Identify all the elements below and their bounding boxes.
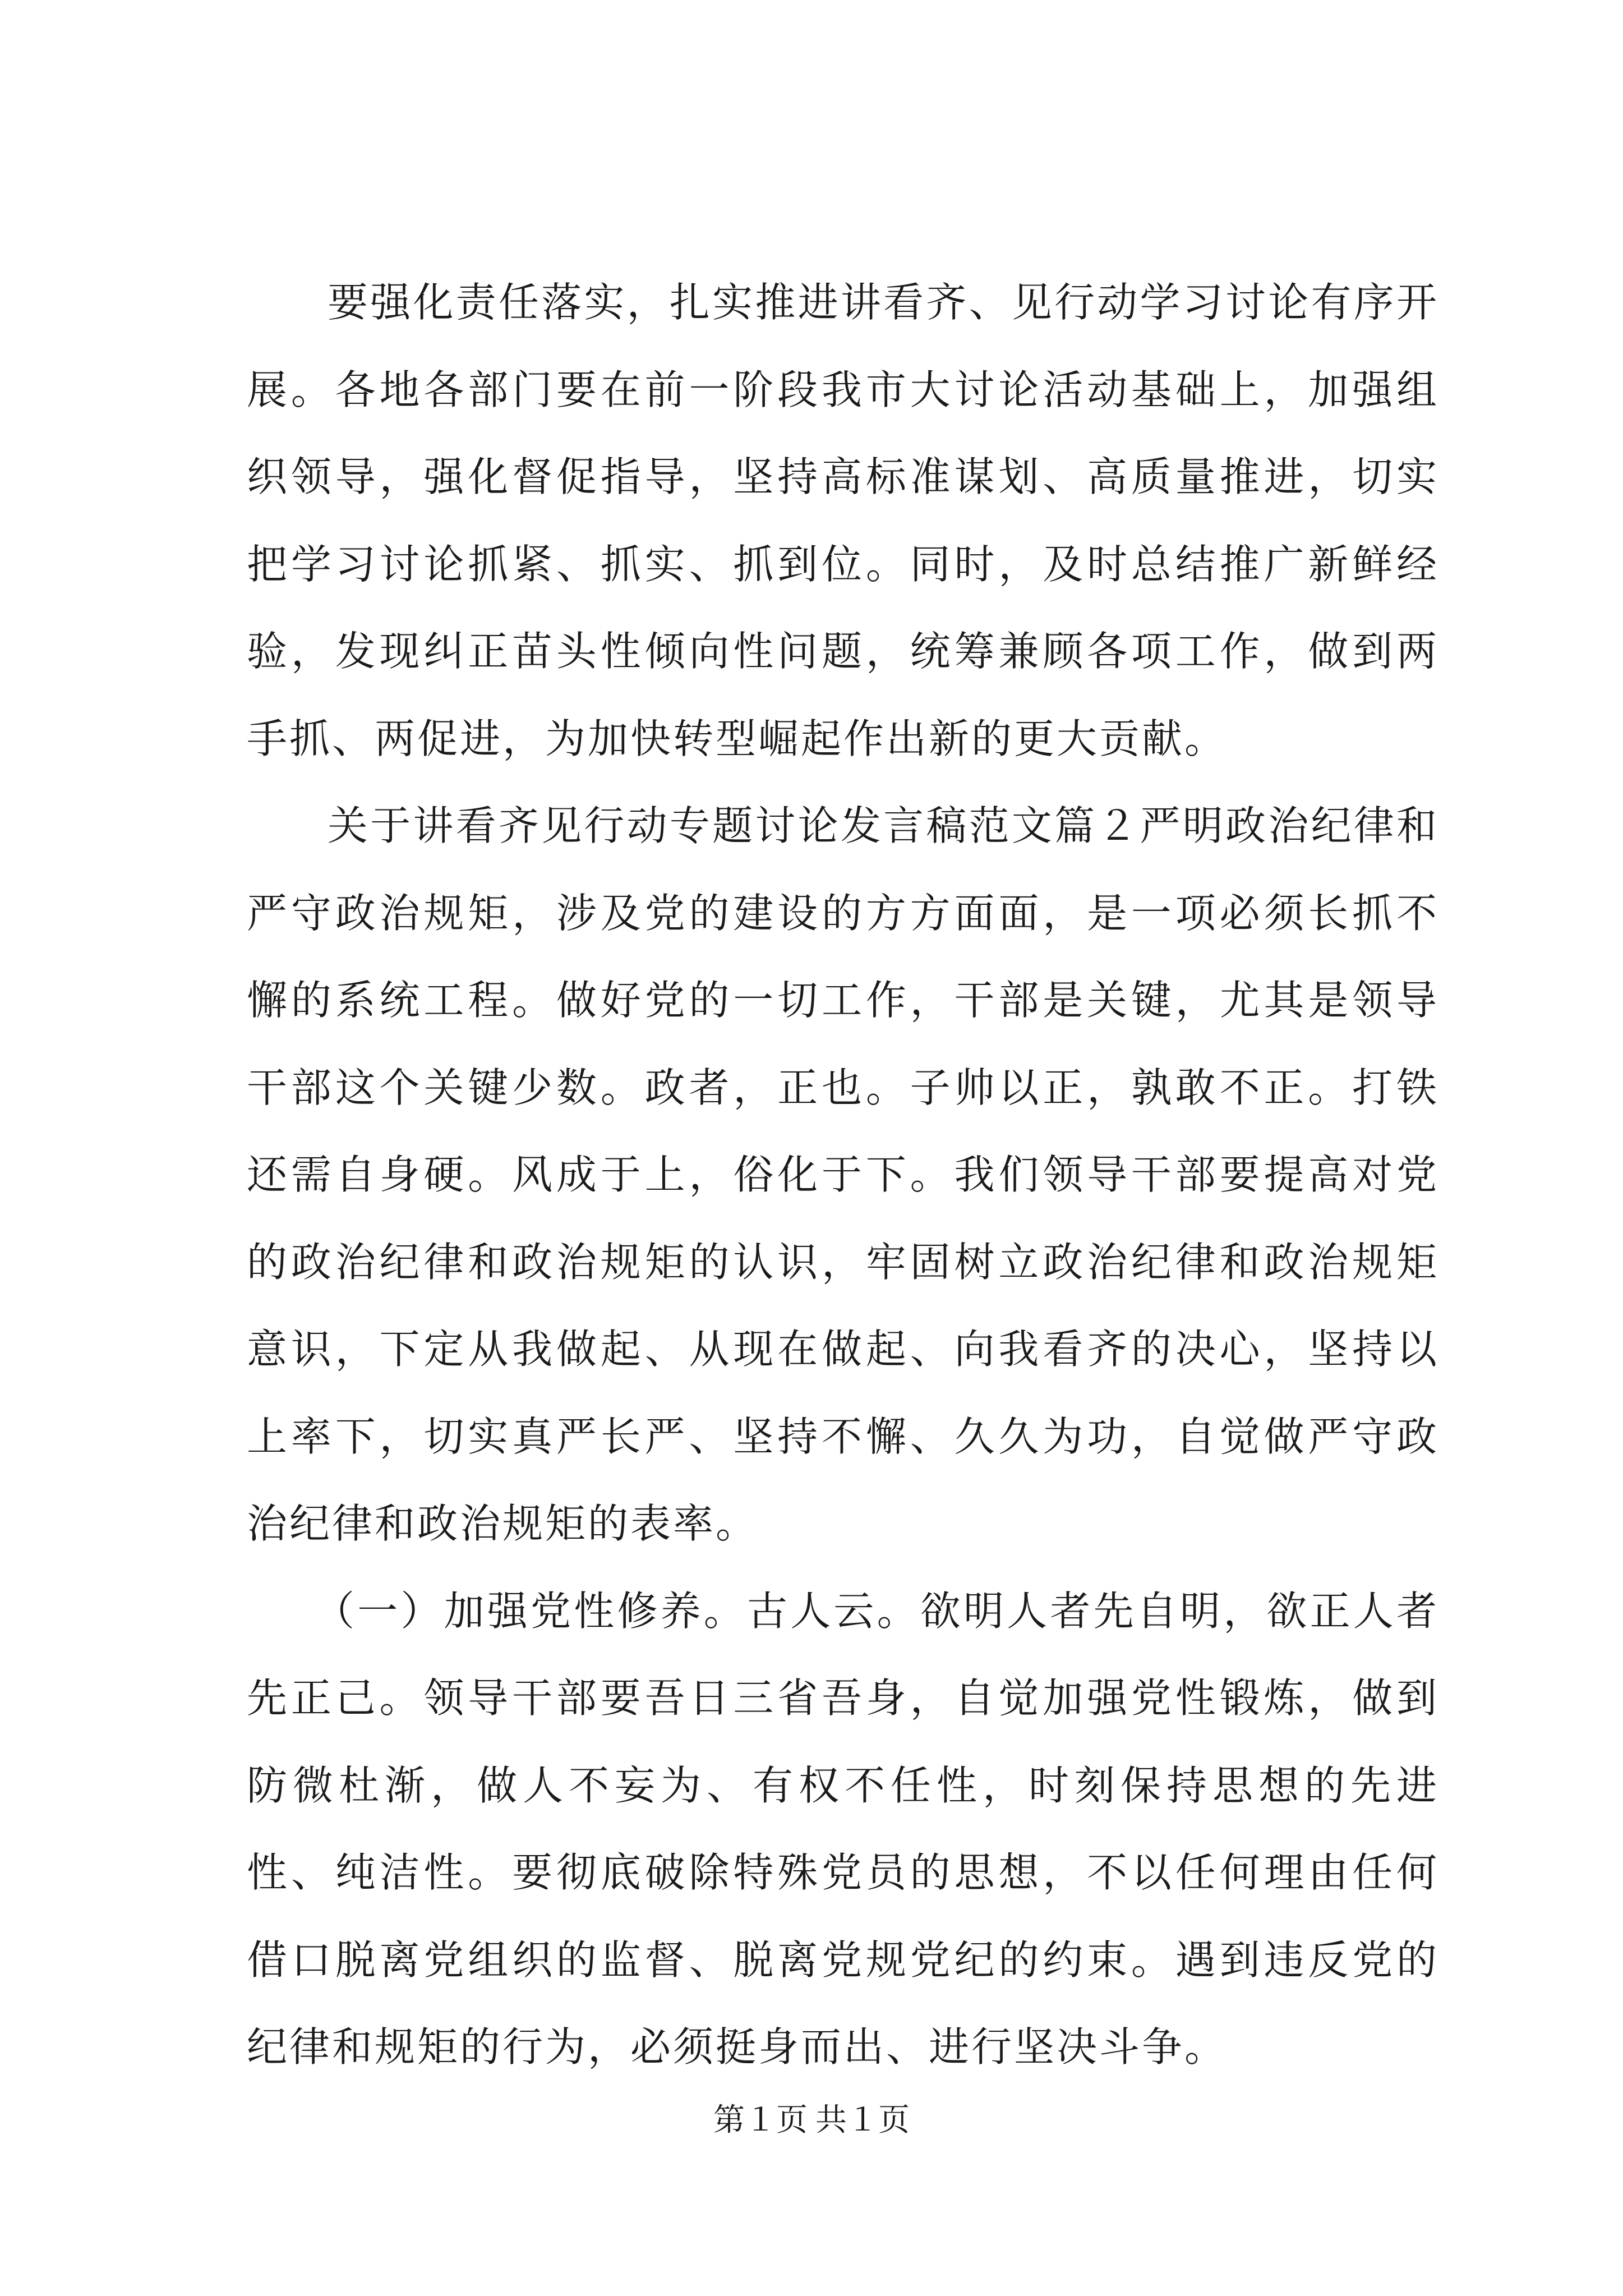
page-footer: 第１页 共１页	[713, 2103, 910, 2138]
paragraph-political-discipline: 关于讲看齐见行动专题讨论发言稿范文篇２严明政治纪律和严守政治规矩，涉及党的建设的方方面面，是一项必须长抓不懈的系统工程。做好党的一切工作，干部是关键，尤其是领导干部这个关键少数。政者，正也。子帅以正，孰敢不正。打铁还需自身硬。风成于上，俗化于下。我们领导干部要提高对党的政治纪律和政治规矩的认识，牢固树立政治纪律和政治规矩意识，下定从我做起、从现在做起、向我看齐的决心，坚持以上率下，切实真严长严、坚持不懈、久久为功，自觉做严守政治纪律和政治规矩的表率。	[247, 802, 1439, 1547]
paragraph-responsibility: 要强化责任落实，扎实推进讲看齐、见行动学习讨论有序开展。各地各部门要在前一阶段我市大讨论活动基础上，加强组织领导，强化督促指导，坚持高标准谋划、高质量推进，切实把学习讨论抓紧、抓实、抓到位。同时，及时总结推广新鲜经验，发现纠正苗头性倾向性问题，统筹兼顾各项工作，做到两手抓、两促进，为加快转型崛起作出新的更大贡献。	[247, 279, 1439, 762]
paragraph-party-cultivation: （一）加强党性修养。古人云。欲明人者先自明，欲正人者先正己。领导干部要吾日三省吾身，自觉加强党性锻炼，做到防微杜渐，做人不妄为、有权不任性，时刻保持思想的先进性、纯洁性。要彻底破除特殊党员的思想，不以任何理由任何借口脱离党组织的监督、脱离党规党纪的约束。遇到违反党的纪律和规矩的行为，必须挺身而出、进行坚决斗争。	[247, 1587, 1439, 2070]
document-body	[247, 259, 1439, 2091]
